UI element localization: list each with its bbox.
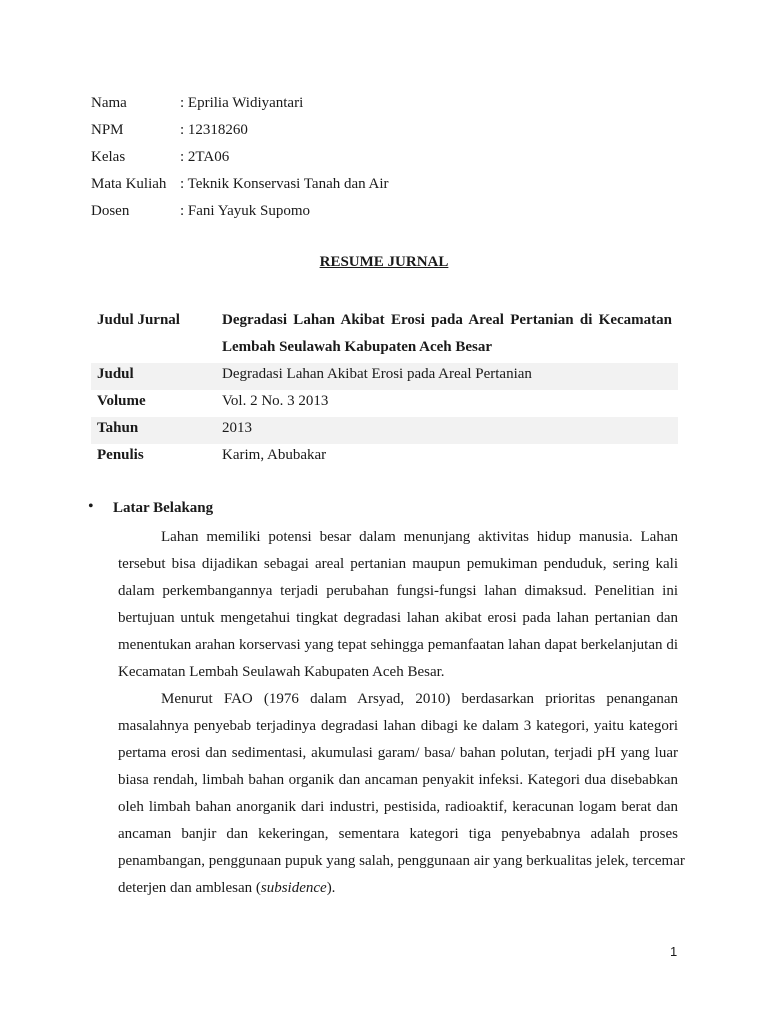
table-key: Volume xyxy=(97,393,146,409)
section-heading: Latar Belakang xyxy=(113,500,214,516)
identity-value: : Fani Yayuk Supomo xyxy=(180,203,311,219)
journal-title-line: Lembah Seulawah Kabupaten Aceh Besar xyxy=(222,339,493,355)
paragraph-line xyxy=(118,878,678,898)
paragraph-line: Menurut FAO (1976 dalam Arsyad, 2010) berdasarkan prioritas penanganan xyxy=(161,691,678,707)
identity-value: : 2TA06 xyxy=(180,149,230,165)
paragraph-line: bertujuan untuk mengetahui tingkat degradasi lahan akibat erosi pada lahan pertanian dan xyxy=(118,610,678,626)
table-value: Degradasi Lahan Akibat Erosi pada Areal Pertanian xyxy=(222,366,532,382)
identity-label: Nama xyxy=(91,95,127,111)
paragraph-line: Kecamatan Lembah Seulawah Kabupaten Aceh Besar. xyxy=(118,664,445,680)
page-number: 1 xyxy=(670,944,678,959)
paragraph-line: dalam perkembangannya terjadi perubahan fungsi-fungsi lahan dimaksud. Penelitian ini xyxy=(118,583,678,599)
identity-label: Mata Kuliah xyxy=(91,176,167,192)
paragraph-line: Lahan memiliki potensi besar dalam menunjang aktivitas hidup manusia. Lahan xyxy=(161,529,678,545)
identity-name-row xyxy=(91,93,303,113)
table-value: Karim, Abubakar xyxy=(222,447,327,463)
table-row xyxy=(91,417,678,444)
paragraph-text: deterjen dan amblesan ( xyxy=(118,880,261,896)
journal-title-line: Degradasi Lahan Akibat Erosi pada Areal Pertanian di Kecamatan xyxy=(222,312,672,328)
bullet-icon: • xyxy=(88,498,94,515)
table-row xyxy=(91,444,678,471)
paragraph-line: menentukan arahan korservasi yang tepat sehingga pemanfaatan lahan dapat berkelanjutan di xyxy=(118,637,678,653)
paragraph-line: masalahnya penyebab terjadinya degradasi lahan dibagi ke dalam 3 kategori, yaitu kategori xyxy=(118,718,678,734)
table-row xyxy=(91,390,678,417)
identity-course-row xyxy=(91,174,389,194)
table-key: Judul xyxy=(97,366,134,382)
identity-label: Dosen xyxy=(91,203,130,219)
italic-term: subsidence xyxy=(260,880,327,896)
table-row xyxy=(91,306,678,363)
identity-label: NPM xyxy=(91,122,124,138)
table-key: Penulis xyxy=(97,447,144,463)
paragraph-text: ). xyxy=(326,880,336,896)
paragraph-line: pertama erosi dan sedimentasi, akumulasi garam/ basa/ bahan polutan, terjadi pH yang luar xyxy=(118,745,678,761)
table-row xyxy=(91,363,678,390)
identity-label: Kelas xyxy=(91,149,126,165)
identity-kelas-row xyxy=(91,147,229,167)
table-value: Vol. 2 No. 3 2013 xyxy=(222,393,329,409)
table-key: Tahun xyxy=(97,420,139,436)
paragraph-line: biasa rendah, limbah bahan organik dan ancaman penyakit infeksi. Kategori dua disebabkan xyxy=(118,772,678,788)
paragraph-line: oleh limbah bahan anorganik dari industri, pestisida, radioaktif, keracunan logam berat dan xyxy=(118,799,678,815)
identity-value: : Teknik Konservasi Tanah dan Air xyxy=(180,176,389,192)
identity-value: : 12318260 xyxy=(180,122,248,138)
identity-value: : Eprilia Widiyantari xyxy=(180,95,304,111)
paragraph-line: ancaman banjir dan kekeringan, sementara kategori tiga penyebabnya adalah proses xyxy=(118,826,678,842)
journal-info-table xyxy=(91,306,678,466)
identity-npm-row xyxy=(91,120,248,140)
identity-lecturer-row xyxy=(91,201,310,221)
journal-title-label: Judul Jurnal xyxy=(97,312,180,328)
page-title: RESUME JURNAL xyxy=(319,254,449,270)
paragraph-line: tersebut bisa dijadikan sebagai areal pertanian maupun pemukiman penduduk, sering kali xyxy=(118,556,678,572)
table-value: 2013 xyxy=(222,420,252,436)
paragraph-line: penambangan, penggunaan pupuk yang salah, penggunaan air yang berkualitas jelek, tercemar xyxy=(118,853,685,869)
